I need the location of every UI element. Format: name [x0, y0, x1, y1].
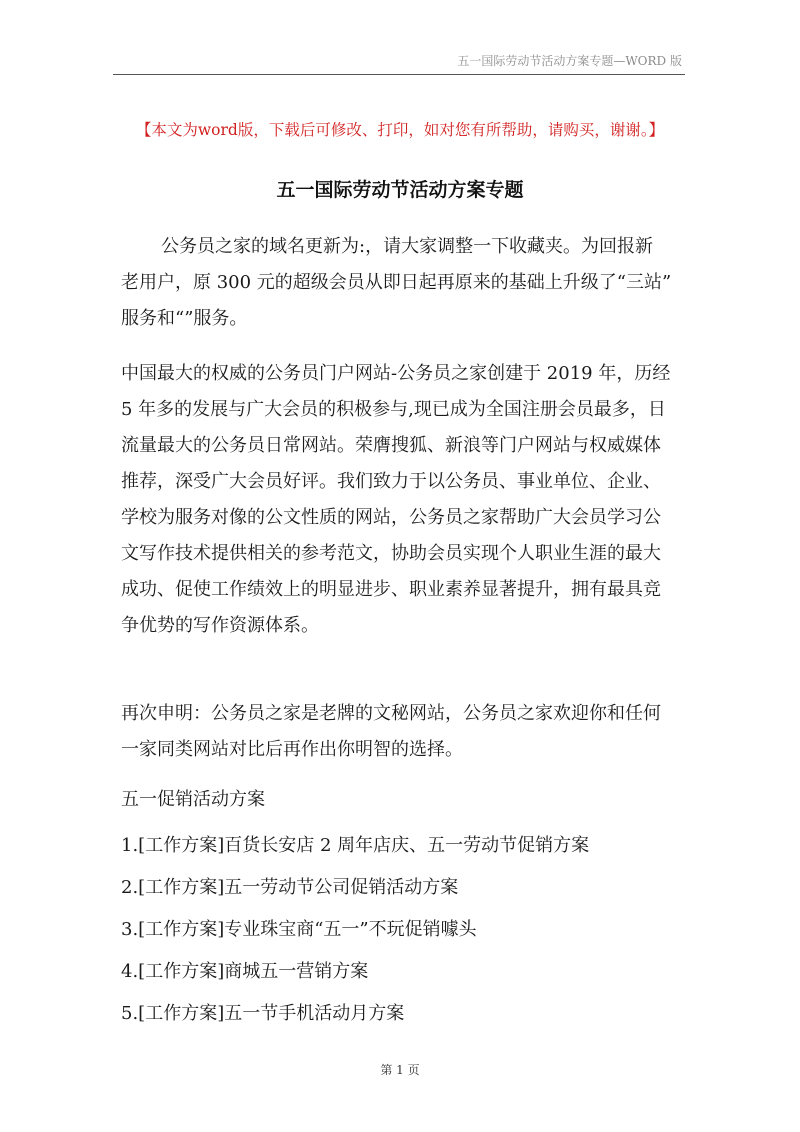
paragraph-line: 5 年多的发展与广大会员的积极参与,现已成为全国注册会员最多，日 — [121, 399, 666, 420]
section-heading-text: 五一促销活动方案 — [121, 789, 265, 810]
paragraph-line: 公务员之家的域名更新为:，请大家调整一下收藏夹。为回报新 — [161, 236, 654, 257]
list-item[interactable]: 3.[工作方案]专业珠宝商“五一”不玩促销噱头 — [121, 919, 477, 940]
page-number: 第 1 页 — [380, 1063, 420, 1077]
paragraph-line: 服务和“”服务。 — [121, 308, 248, 329]
paragraph-line: 学校为服务对像的公文性质的网站，公务员之家帮助广大会员学习公 — [121, 507, 661, 528]
paragraph-line: 推荐，深受广大会员好评。我们致力于以公务员、事业单位、企业、 — [121, 471, 661, 492]
document-title: 五一国际劳动节活动方案专题 — [276, 179, 524, 201]
paragraph-line: 流量最大的公务员日常网站。荣膺搜狐、新浪等门户网站与权威媒体 — [121, 435, 661, 456]
purchase-notice: 【本文为word版，下载后可修改、打印，如对您有所帮助，请购买，谢谢。】 — [135, 121, 665, 139]
paragraph-line: 文写作技术提供相关的参考范文，协助会员实现个人职业生涯的最大 — [121, 543, 661, 564]
list-item[interactable]: 2.[工作方案]五一劳动节公司促销活动方案 — [121, 877, 459, 898]
paragraph-line: 中国最大的权威的公务员门户网站-公务员之家创建于 2019 年，历经 — [121, 363, 671, 384]
section-heading — [121, 782, 693, 818]
paragraph-statement — [121, 696, 693, 768]
header-divider — [113, 74, 685, 75]
paragraph-line: 争优势的写作资源体系。 — [121, 615, 319, 636]
paragraph-line: 一家同类网站对比后再作出你明智的选择。 — [121, 739, 463, 760]
plan-list — [121, 825, 693, 1035]
paragraph-about — [121, 356, 693, 644]
list-item[interactable]: 1.[工作方案]百货长安店 2 周年店庆、五一劳动节促销方案 — [121, 835, 590, 856]
paragraph-line: 老用户，原 300 元的超级会员从即日起再原来的基础上升级了“三站” — [121, 272, 672, 293]
paragraph-line: 成功、促使工作绩效上的明显进步、职业素养显著提升，拥有最具竞 — [121, 579, 661, 600]
running-header: 五一国际劳动节活动方案专题—WORD 版 — [457, 54, 682, 68]
list-item[interactable]: 4.[工作方案]商城五一营销方案 — [121, 961, 369, 982]
paragraph-intro — [121, 229, 693, 337]
list-item[interactable]: 5.[工作方案]五一节手机活动月方案 — [121, 1003, 405, 1024]
paragraph-line: 再次申明：公务员之家是老牌的文秘网站，公务员之家欢迎你和任何 — [121, 703, 661, 724]
